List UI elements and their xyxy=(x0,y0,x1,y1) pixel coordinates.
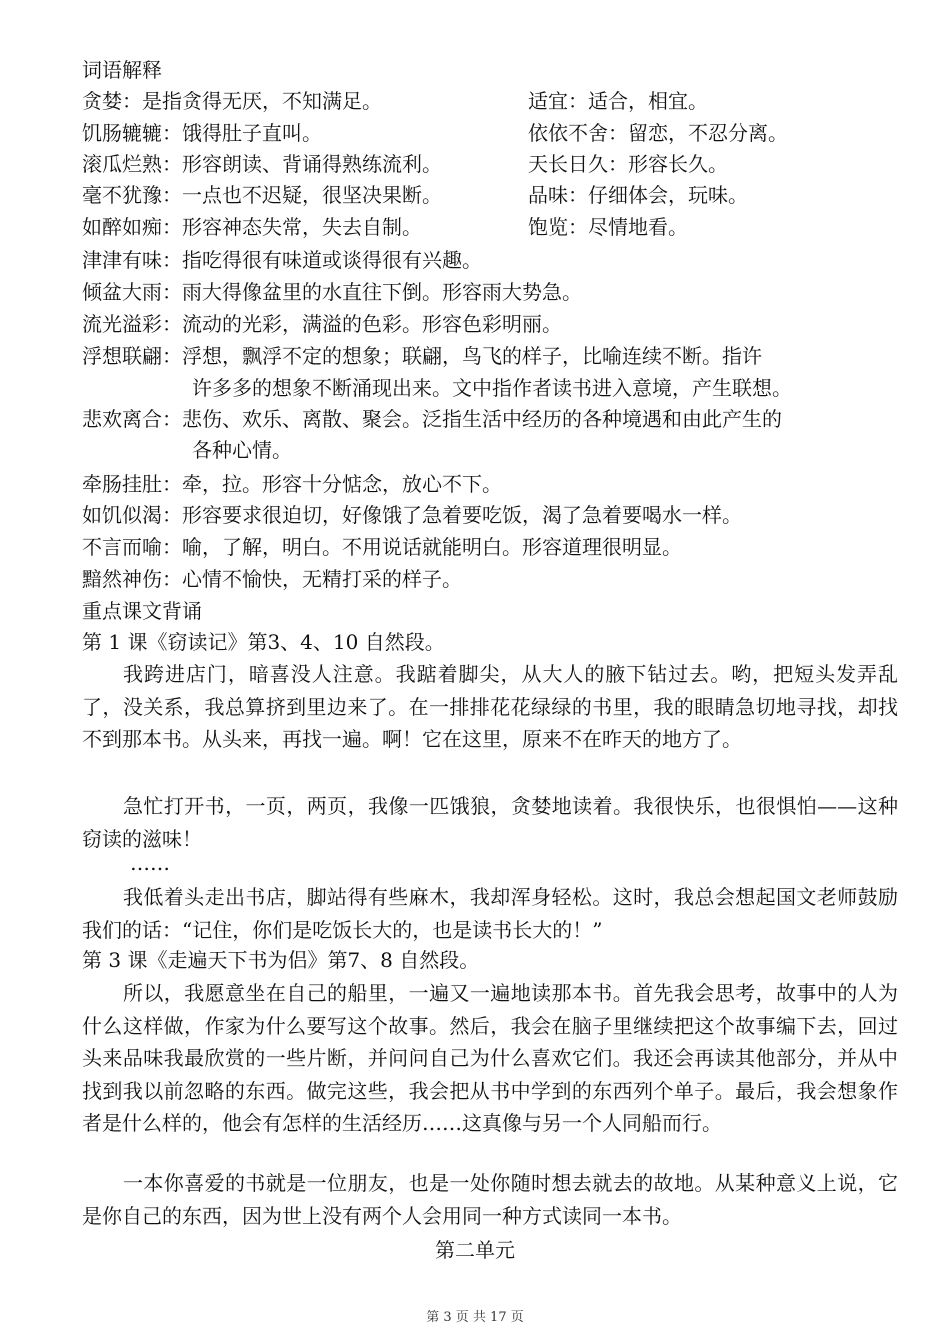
lesson-3-paragraph: 所以，我愿意坐在自己的船里，一遍又一遍地读那本书。首先我会思考，故事中的人为什么这样做，作家为什么要写这个故事。然后，我会在脑子里继续把这个故事编下去，回过头来品味我最欣赏的一些片断，并问问自己为什么喜欢它们。我还会再读其他部分，并从中找到我以前忽略的东西。做完这些，我会把从书中学到的东西列个单子。最后，我会想象作者是什么样的，他会有怎样的生活经历……这真像与另一个人同船而行。 xyxy=(82,981,898,1136)
lesson-1-paragraph: 急忙打开书，一页，两页，我像一匹饿狼，贪婪地读着。我很快乐，也很惧怕——这种窃读的滋味！ xyxy=(82,794,898,851)
section-title-vocab: 词语解释 xyxy=(82,58,162,82)
vocab-line: 悲欢离合：悲伤、欢乐、离散、聚会。泛指生活中经历的各种境遇和由此产生的 xyxy=(82,407,782,431)
lesson-1-paragraph: 我低着头走出书店，脚站得有些麻木，我却浑身轻松。这时，我总会想起国文老师鼓励我们的话：“记住，你们是吃饭长大的，也是读书长大的！” xyxy=(82,885,898,942)
vocab-entry: 滚瓜烂熟：形容朗读、背诵得熟练流利。 xyxy=(82,152,442,176)
vocab-entry: 依依不舍：留恋，不忍分离。 xyxy=(528,121,788,145)
lesson-3-title: 第 3 课《走遍天下书为侣》第7、8 自然段。 xyxy=(82,948,480,972)
section-title-recite: 重点课文背诵 xyxy=(82,599,202,623)
lesson-1-title: 第 1 课《窃读记》第3、4、10 自然段。 xyxy=(82,630,445,654)
lesson-1-paragraph: 我跨进店门，暗喜没人注意。我踮着脚尖，从大人的腋下钻过去。哟，把短头发弄乱了，没关系，我总算挤到里边来了。在一排排花花绿绿的书里，我的眼睛急切地寻找，却找不到那本书。从头来，再找一遍。啊！它在这里，原来不在昨天的地方了。 xyxy=(82,662,898,752)
vocab-entry: 饥肠辘辘：饿得肚子直叫。 xyxy=(82,121,322,145)
vocab-entry: 如醉如痴：形容神态失常，失去自制。 xyxy=(82,215,422,239)
vocab-line-continuation: 许多多的想象不断涌现出来。文中指作者读书进入意境，产生联想。 xyxy=(192,376,792,400)
vocab-entry: 天长日久：形容长久。 xyxy=(528,152,728,176)
vocab-entry: 品味：仔细体会，玩味。 xyxy=(528,183,748,207)
page-footer: 第 3 页 共 17 页 xyxy=(426,1310,524,1325)
vocab-entry: 饱览：尽情地看。 xyxy=(528,215,688,239)
unit-heading: 第二单元 xyxy=(435,1238,515,1262)
vocab-line: 浮想联翩：浮想，飘浮不定的想象；联翩，鸟飞的样子，比喻连续不断。指许 xyxy=(82,344,762,368)
vocab-line: 牵肠挂肚：牵，拉。形容十分惦念，放心不下。 xyxy=(82,472,502,496)
vocab-entry: 毫不犹豫：一点也不迟疑，很坚决果断。 xyxy=(82,183,442,207)
vocab-entry: 贪婪：是指贪得无厌，不知满足。 xyxy=(82,89,382,113)
vocab-line: 不言而喻：喻，了解，明白。不用说话就能明白。形容道理很明显。 xyxy=(82,535,682,559)
vocab-line: 流光溢彩：流动的光彩，满溢的色彩。形容色彩明丽。 xyxy=(82,312,562,336)
vocab-line: 倾盆大雨：雨大得像盆里的水直往下倒。形容雨大势急。 xyxy=(82,280,582,304)
vocab-entry: 适宜：适合，相宜。 xyxy=(528,89,708,113)
ellipsis: …… xyxy=(130,851,170,875)
vocab-line-continuation: 各种心情。 xyxy=(192,438,292,462)
vocab-line: 津津有味：指吃得很有味道或谈得很有兴趣。 xyxy=(82,248,482,272)
vocab-line: 黯然神伤：心情不愉快，无精打采的样子。 xyxy=(82,567,462,591)
lesson-3-paragraph: 一本你喜爱的书就是一位朋友，也是一处你随时想去就去的故地。从某种意义上说，它是你自己的东西，因为世上没有两个人会用同一种方式读同一本书。 xyxy=(82,1171,898,1228)
vocab-line: 如饥似渴：形容要求很迫切，好像饿了急着要吃饭，渴了急着要喝水一样。 xyxy=(82,503,742,527)
